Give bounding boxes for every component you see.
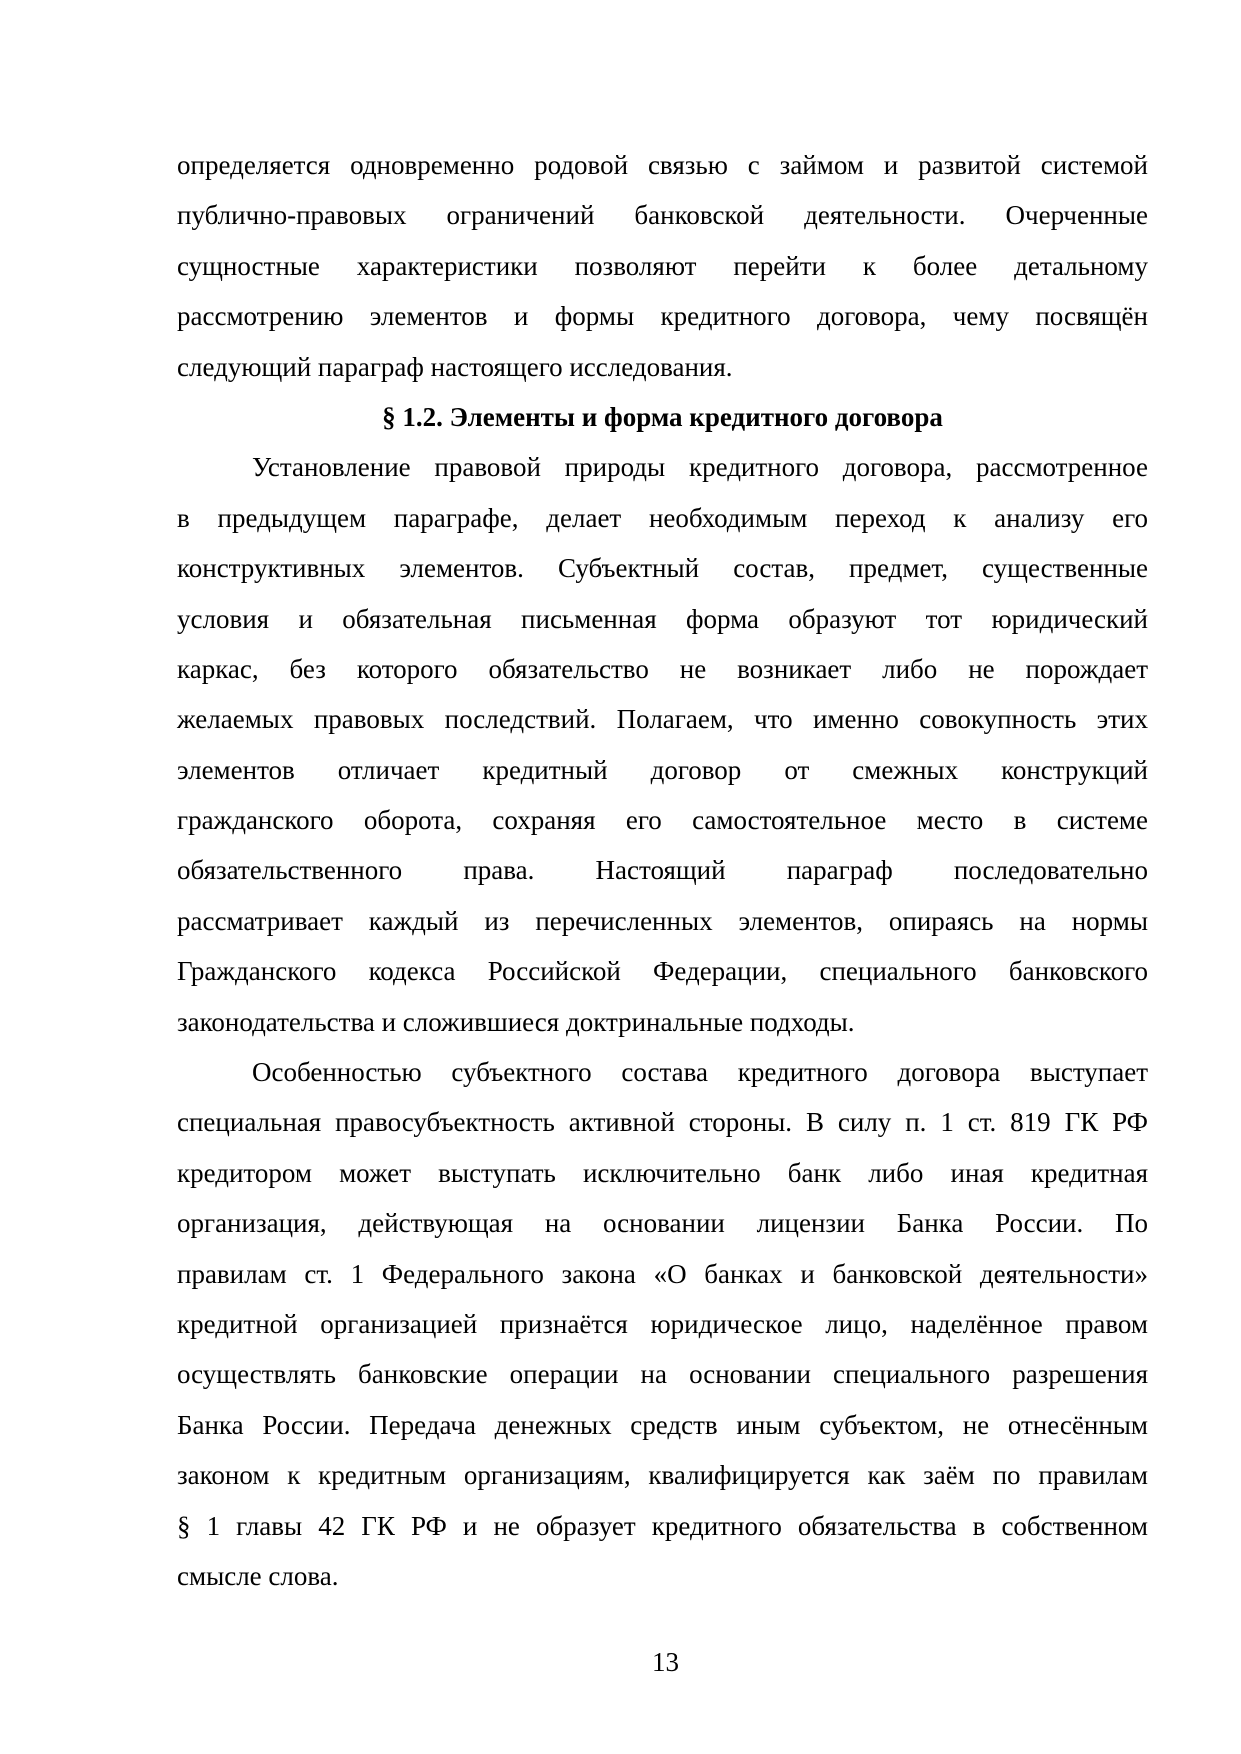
page-number: 13 [652,1647,679,1677]
text-line: элементов отличает кредитный договор от смежных конструкций [177,754,1148,785]
text-line: осуществлять банковские операции на основании специального разрешения [177,1359,1148,1390]
text-line: законодательства и сложившиеся доктринальные подходы. [177,1006,855,1037]
paragraph-3 [177,1047,1148,1601]
text-line: законом к кредитным организациям, квалифицируется как заём по правилам [177,1460,1148,1491]
text-line: Установление правовой природы кредитного договора, рассмотренное [252,452,1148,483]
text-line: конструктивных элементов. Субъектный состав, предмет, существенные [177,553,1148,584]
text-line: условия и обязательная письменная форма образуют тот юридический [177,603,1148,634]
text-line: желаемых правовых последствий. Полагаем, что именно совокупность этих [177,704,1148,735]
text-line: § 1 главы 42 ГК РФ и не образует кредитного обязательства в собственном [177,1510,1148,1541]
paragraph-2 [177,442,1148,1047]
text-line: рассматривает каждый из перечисленных элементов, опираясь на нормы [177,905,1148,936]
section-heading: § 1.2. Элементы и форма кредитного договора [382,401,943,432]
text-line: кредитной организацией признаётся юридическое лицо, наделённое правом [177,1308,1148,1339]
text-line: следующий параграф настоящего исследования. [177,351,733,382]
text-line: определяется одновременно родовой связью с займом и развитой системой [177,150,1148,180]
text-line: рассмотрению элементов и формы кредитного договора, чему посвящён [177,301,1148,332]
text-line: Гражданского кодекса Российской Федерации, специального банковского [177,956,1148,987]
text-line: Особенностью субъектного состава кредитного договора выступает [252,1057,1148,1088]
text-line: организация, действующая на основании лицензии Банка России. По [177,1208,1148,1239]
text-line: гражданского оборота, сохраняя его самостоятельное место в системе [177,805,1148,836]
text-line: каркас, без которого обязательство не возникает либо не порождает [177,653,1148,684]
text-line: правилам ст. 1 Федерального закона «О банках и банковской деятельности» [177,1258,1148,1289]
text-line: Банка России. Передача денежных средств иным субъектом, не отнесённым [177,1409,1148,1440]
text-line: публично-правовых ограничений банковской деятельности. Очерченные [177,200,1148,231]
text-line: специальная правосубъектность активной стороны. В силу п. 1 ст. 819 ГК РФ [177,1107,1148,1138]
text-line: сущностные характеристики позволяют перейти к более детальному [177,250,1148,281]
document-page [177,140,1148,1601]
text-line: смысле слова. [177,1560,339,1591]
text-line: в предыдущем параграфе, делает необходимым переход к анализу его [177,502,1148,533]
paragraph-1 [177,140,1148,392]
text-line: обязательственного права. Настоящий параграф последовательно [177,855,1148,886]
text-line: кредитором может выступать исключительно банк либо иная кредитная [177,1157,1148,1188]
